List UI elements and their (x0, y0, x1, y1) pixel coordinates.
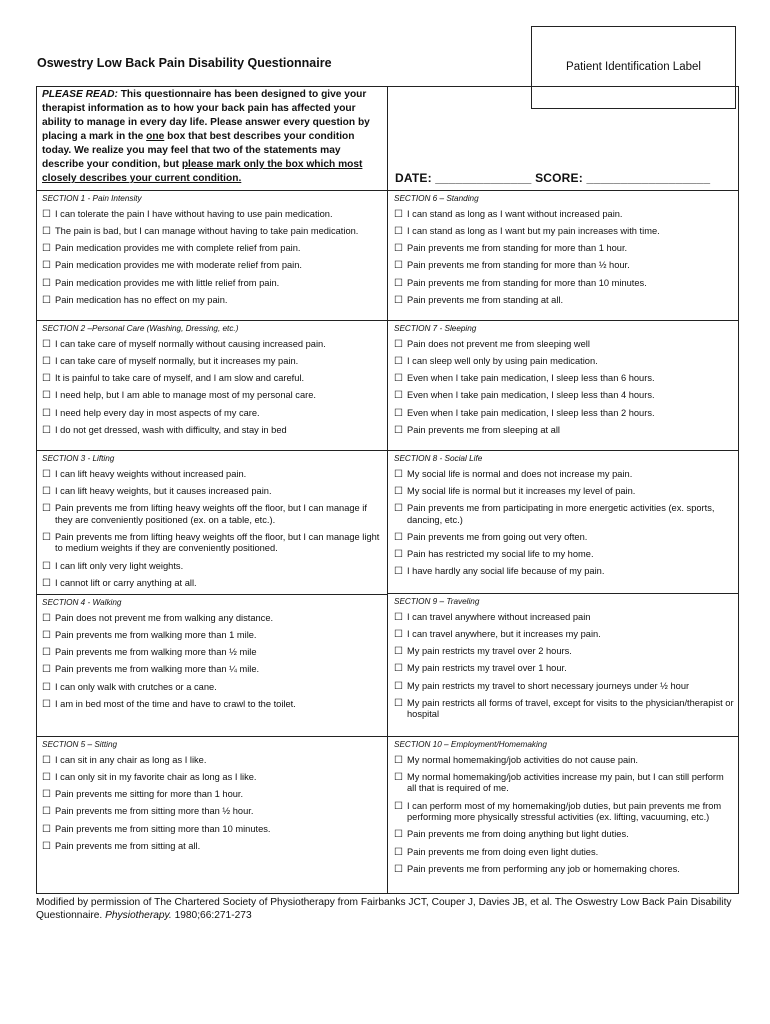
checkbox-icon[interactable]: ☐ (42, 771, 51, 783)
checkbox-icon[interactable]: ☐ (42, 754, 51, 766)
option-item[interactable] (42, 209, 382, 221)
section-9 (394, 596, 734, 727)
checkbox-icon[interactable]: ☐ (42, 485, 51, 497)
option-label: My pain restricts all forms of travel, except for visits to the physician/therapist or hospital (407, 697, 734, 720)
checkbox-icon[interactable]: ☐ (42, 840, 51, 852)
checkbox-icon[interactable]: ☐ (394, 277, 403, 289)
option-item[interactable] (394, 339, 734, 351)
option-label: Even when I take pain medication, I sleep less than 2 hours. (407, 407, 655, 418)
instructions-one: one (146, 131, 165, 142)
option-item[interactable] (394, 681, 734, 693)
instructions-underlined: please mark only the box which most closely describes your current condition. (42, 159, 363, 184)
option-item[interactable] (394, 532, 734, 544)
option-item[interactable] (394, 243, 734, 255)
section-title: SECTION 9 – Traveling (394, 597, 480, 606)
option-item[interactable] (42, 278, 382, 290)
option-label: I can travel anywhere, but it increases my pain. (407, 628, 601, 639)
option-label: Pain does not prevent me from walking any distance. (55, 612, 274, 623)
section-7 (394, 323, 734, 442)
checkbox-icon[interactable]: ☐ (394, 754, 403, 766)
option-item[interactable] (42, 630, 382, 642)
checkbox-icon[interactable]: ☐ (42, 225, 51, 237)
option-item[interactable] (394, 629, 734, 641)
option-label: I do not get dressed, wash with difficulty, and stay in bed (55, 424, 287, 435)
checkbox-icon[interactable]: ☐ (42, 424, 51, 436)
option-label: The pain is bad, but I can manage without having to take pain medication. (55, 225, 359, 236)
checkbox-icon[interactable]: ☐ (394, 680, 403, 692)
option-label: My pain restricts my travel to short necessary journeys under ½ hour (407, 680, 690, 691)
checkbox-icon[interactable]: ☐ (42, 698, 51, 710)
checkbox-icon[interactable]: ☐ (394, 294, 403, 306)
checkbox-icon[interactable]: ☐ (394, 549, 403, 561)
option-label: Pain prevents me from standing for more than 10 minutes. (407, 277, 647, 288)
checkbox-icon[interactable]: ☐ (42, 294, 51, 306)
option-item[interactable] (394, 646, 734, 658)
option-item[interactable] (42, 772, 382, 784)
checkbox-icon[interactable]: ☐ (394, 407, 403, 419)
patient-id-label-text: Patient Identification Label (566, 61, 701, 73)
option-item[interactable] (42, 339, 382, 351)
option-label: Pain prevents me from sleeping at all (407, 424, 560, 435)
option-item[interactable] (394, 226, 734, 238)
section-5 (42, 739, 382, 858)
option-label: Pain prevents me from standing for more than ½ hour. (407, 260, 630, 271)
option-label: Pain medication provides me with moderate relief from pain. (55, 260, 302, 271)
option-label: Pain prevents me from sitting more than ½ hour. (55, 806, 254, 817)
checkbox-icon[interactable]: ☐ (394, 485, 403, 497)
checkbox-icon[interactable]: ☐ (42, 355, 51, 367)
option-label: Pain does not prevent me from sleeping well (407, 338, 590, 349)
option-item[interactable] (42, 561, 382, 573)
checkbox-icon[interactable]: ☐ (394, 468, 403, 480)
option-item[interactable] (394, 772, 734, 795)
checkbox-icon[interactable]: ☐ (394, 531, 403, 543)
option-item[interactable] (42, 789, 382, 801)
footer-text: Modified by permission of The Chartered Society of Physiotherapy from Fairbanks JCT, Couper J, Davies JB, et al. The Oswestry Low Back Pain Disability Questionnaire. (36, 897, 732, 921)
option-label: My pain restricts my travel over 1 hour. (407, 663, 567, 674)
option-label: I can lift heavy weights without increased pain. (55, 468, 247, 479)
section-title: SECTION 4 - Walking (42, 598, 122, 607)
option-item[interactable] (42, 682, 382, 694)
option-label: Pain prevents me from walking more than 1 mile. (55, 629, 257, 640)
option-label: Pain prevents me sitting for more than 1 hour. (55, 789, 244, 800)
option-item[interactable] (394, 698, 734, 721)
option-label: I can tolerate the pain I have without having to use pain medication. (55, 208, 333, 219)
option-label: I need help, but I am able to manage most of my personal care. (55, 390, 316, 401)
option-item[interactable] (42, 532, 382, 555)
option-label: Pain prevents me from doing anything but light duties. (407, 829, 629, 840)
option-label: I can only walk with crutches or a cane. (55, 681, 217, 692)
option-item[interactable] (42, 469, 382, 481)
option-item[interactable] (394, 425, 734, 437)
option-item[interactable] (42, 295, 382, 307)
checkbox-icon[interactable]: ☐ (42, 823, 51, 835)
checkbox-icon[interactable]: ☐ (394, 800, 403, 812)
section-title: SECTION 6 – Standing (394, 194, 479, 203)
section-title: SECTION 10 – Employment/Homemaking (394, 740, 547, 749)
option-label: Even when I take pain medication, I sleep less than 6 hours. (407, 373, 655, 384)
option-item[interactable] (394, 566, 734, 578)
checkbox-icon[interactable]: ☐ (394, 663, 403, 675)
checkbox-icon[interactable]: ☐ (394, 225, 403, 237)
option-label: My social life is normal and does not increase my pain. (407, 468, 633, 479)
option-label: Pain prevents me from walking more than ½ mile (55, 647, 257, 658)
option-label: Pain prevents me from performing any job or homemaking chores. (407, 863, 680, 874)
divider-row-4 (36, 736, 739, 737)
option-label: Pain prevents me from doing even light duties. (407, 846, 599, 857)
checkbox-icon[interactable]: ☐ (42, 806, 51, 818)
option-item[interactable] (42, 755, 382, 767)
date-score-line: DATE: ______________ SCORE: __________________ (395, 171, 711, 185)
checkbox-icon[interactable]: ☐ (42, 208, 51, 220)
option-label: I can stand as long as I want but my pain increases with time. (407, 225, 660, 236)
option-item[interactable] (394, 356, 734, 368)
section-title: SECTION 1 - Pain Intensity (42, 194, 142, 203)
checkbox-icon[interactable]: ☐ (394, 373, 403, 385)
checkbox-icon[interactable]: ☐ (42, 243, 51, 255)
option-label: I can sleep well only by using pain medication. (407, 355, 598, 366)
checkbox-icon[interactable]: ☐ (42, 260, 51, 272)
checkbox-icon[interactable]: ☐ (394, 697, 403, 709)
checkbox-icon[interactable]: ☐ (394, 846, 403, 858)
checkbox-icon[interactable]: ☐ (394, 628, 403, 640)
footer-citation (36, 896, 751, 922)
section-4 (42, 597, 382, 716)
option-item[interactable] (42, 373, 382, 385)
divider-row-1 (36, 320, 739, 321)
section-10 (394, 739, 734, 881)
instructions (42, 88, 382, 186)
option-label: Even when I take pain medication, I sleep less than 4 hours. (407, 390, 655, 401)
checkbox-icon[interactable]: ☐ (394, 424, 403, 436)
checkbox-icon[interactable]: ☐ (42, 577, 51, 589)
checkbox-icon[interactable]: ☐ (42, 789, 51, 801)
checkbox-icon[interactable]: ☐ (42, 338, 51, 350)
checkbox-icon[interactable]: ☐ (394, 260, 403, 272)
option-item[interactable] (42, 503, 382, 526)
option-label: I need help every day in most aspects of my care. (55, 407, 260, 418)
checkbox-icon[interactable]: ☐ (42, 531, 51, 543)
option-item[interactable] (42, 408, 382, 420)
option-label: I can stand as long as I want without increased pain. (407, 208, 623, 219)
option-item[interactable] (394, 829, 734, 841)
option-item[interactable] (42, 425, 382, 437)
option-label: Pain has restricted my social life to my home. (407, 549, 594, 560)
section-2 (42, 323, 382, 442)
option-label: My pain restricts my travel over 2 hours. (407, 646, 572, 657)
section-1 (42, 193, 382, 312)
option-item[interactable] (42, 226, 382, 238)
option-label: My normal homemaking/job activities do not cause pain. (407, 754, 638, 765)
option-item[interactable] (394, 549, 734, 561)
option-label: I can travel anywhere without increased pain (407, 611, 591, 622)
section-3 (42, 453, 382, 595)
checkbox-icon[interactable]: ☐ (394, 243, 403, 255)
option-label: Pain prevents me from walking more than ¼ mile. (55, 664, 260, 675)
checkbox-icon[interactable]: ☐ (394, 208, 403, 220)
option-item[interactable] (394, 209, 734, 221)
option-item[interactable] (42, 486, 382, 498)
option-item[interactable] (394, 864, 734, 876)
checkbox-icon[interactable]: ☐ (394, 503, 403, 515)
checkbox-icon[interactable]: ☐ (42, 277, 51, 289)
option-label: Pain prevents me from lifting heavy weights off the floor, but I can manage if they are conveniently positioned (ex. on a table, etc.). (55, 503, 367, 525)
checkbox-icon[interactable]: ☐ (42, 629, 51, 641)
option-item[interactable] (394, 278, 734, 290)
option-label: I can lift heavy weights, but it causes increased pain. (55, 485, 272, 496)
section-6 (394, 193, 734, 312)
checkbox-icon[interactable]: ☐ (394, 566, 403, 578)
checkbox-icon[interactable]: ☐ (42, 681, 51, 693)
divider-row-2 (36, 450, 739, 451)
option-item[interactable] (394, 390, 734, 402)
checkbox-icon[interactable]: ☐ (42, 373, 51, 385)
checkbox-icon[interactable]: ☐ (394, 355, 403, 367)
option-item[interactable] (42, 356, 382, 368)
option-item[interactable] (42, 260, 382, 272)
checkbox-icon[interactable]: ☐ (394, 829, 403, 841)
footer-journal: Physiotherapy. (105, 910, 172, 921)
checkbox-icon[interactable]: ☐ (42, 407, 51, 419)
option-label: Pain prevents me from participating in more energetic activities (ex. sports, dancing, etc.) (407, 503, 715, 525)
checkbox-icon[interactable]: ☐ (42, 647, 51, 659)
option-label: My normal homemaking/job activities increase my pain, but I can still perform all that is required of me. (407, 771, 724, 794)
instructions-lead: PLEASE READ: (42, 89, 118, 100)
column-divider (387, 86, 388, 894)
checkbox-icon[interactable]: ☐ (394, 646, 403, 658)
checkbox-icon[interactable]: ☐ (394, 390, 403, 402)
option-label: Pain prevents me from lifting heavy weights off the floor, but I can manage light to medium weights if they are conveniently positioned. (55, 531, 380, 554)
option-label: I can take care of myself normally, but it increases my pain. (55, 355, 299, 366)
option-item[interactable] (42, 824, 382, 836)
section-title: SECTION 5 – Sitting (42, 740, 118, 749)
option-item[interactable] (394, 469, 734, 481)
option-item[interactable] (394, 663, 734, 675)
option-item[interactable] (42, 806, 382, 818)
checkbox-icon[interactable]: ☐ (394, 611, 403, 623)
option-label: It is painful to take care of myself, and I am slow and careful. (55, 373, 305, 384)
checkbox-icon[interactable]: ☐ (42, 503, 51, 515)
option-item[interactable] (42, 841, 382, 853)
checkbox-icon[interactable]: ☐ (42, 560, 51, 572)
footer-cite: 1980;66:271-273 (171, 910, 252, 921)
option-item[interactable] (42, 243, 382, 255)
option-label: Pain prevents me from standing for more than 1 hour. (407, 243, 628, 254)
instructions-text-1: This questionnaire has been designed to give your therapist information as to how your back pain has affected your ability to manage in every day life. Please answer every question by placing a mark in the (42, 89, 370, 142)
option-item[interactable] (42, 699, 382, 711)
section-title: SECTION 8 - Social Life (394, 454, 483, 463)
option-label: I cannot lift or carry anything at all. (55, 577, 197, 588)
option-label: I can perform most of my homemaking/job duties, but pain prevents me from performing more physically stressful activities (ex. lifting, vacuuming, etc.) (407, 800, 722, 823)
option-label: I can sit in any chair as long as I like. (55, 754, 207, 765)
option-item[interactable] (394, 801, 734, 824)
option-label: Pain medication has no effect on my pain. (55, 294, 228, 305)
divider-header (36, 190, 739, 191)
option-label: Pain prevents me from standing at all. (407, 294, 564, 305)
checkbox-icon[interactable]: ☐ (42, 612, 51, 624)
option-item[interactable] (394, 373, 734, 385)
instructions-text-2: box that best describes your condition today. We realize you may feel that two of the statements may describe your condition, but (42, 131, 355, 170)
option-label: Pain prevents me from sitting more than 10 minutes. (55, 823, 271, 834)
option-label: My social life is normal but it increases my level of pain. (407, 485, 636, 496)
option-label: I can take care of myself normally without causing increased pain. (55, 338, 326, 349)
option-item[interactable] (394, 295, 734, 307)
page-title: Oswestry Low Back Pain Disability Questionnaire (37, 56, 332, 70)
option-item[interactable] (394, 486, 734, 498)
option-item[interactable] (394, 503, 734, 526)
section-title: SECTION 3 - Lifting (42, 454, 115, 463)
checkbox-icon[interactable]: ☐ (42, 664, 51, 676)
option-label: Pain prevents me from sitting at all. (55, 840, 201, 851)
option-label: I can only sit in my favorite chair as long as I like. (55, 771, 257, 782)
section-8 (394, 453, 734, 584)
option-label: I can lift only very light weights. (55, 560, 184, 571)
option-label: I have hardly any social life because of my pain. (407, 566, 605, 577)
section-title: SECTION 2 –Personal Care (Washing, Dressing, etc.) (42, 324, 239, 333)
checkbox-icon[interactable]: ☐ (394, 771, 403, 783)
divider-right-3 (387, 593, 739, 594)
checkbox-icon[interactable]: ☐ (42, 390, 51, 402)
option-item[interactable] (394, 612, 734, 624)
option-item[interactable] (42, 390, 382, 402)
option-item[interactable] (42, 647, 382, 659)
option-item[interactable] (42, 578, 382, 590)
option-label: Pain medication provides me with little relief from pain. (55, 277, 280, 288)
option-label: Pain prevents me from going out very often. (407, 531, 588, 542)
option-label: Pain medication provides me with complete relief from pain. (55, 243, 301, 254)
option-item[interactable] (394, 847, 734, 859)
option-item[interactable] (394, 260, 734, 272)
checkbox-icon[interactable]: ☐ (394, 338, 403, 350)
checkbox-icon[interactable]: ☐ (394, 863, 403, 875)
option-item[interactable] (42, 664, 382, 676)
option-label: I am in bed most of the time and have to crawl to the toilet. (55, 698, 296, 709)
option-item[interactable] (394, 755, 734, 767)
section-title: SECTION 7 - Sleeping (394, 324, 477, 333)
option-item[interactable] (394, 408, 734, 420)
option-item[interactable] (42, 613, 382, 625)
checkbox-icon[interactable]: ☐ (42, 468, 51, 480)
